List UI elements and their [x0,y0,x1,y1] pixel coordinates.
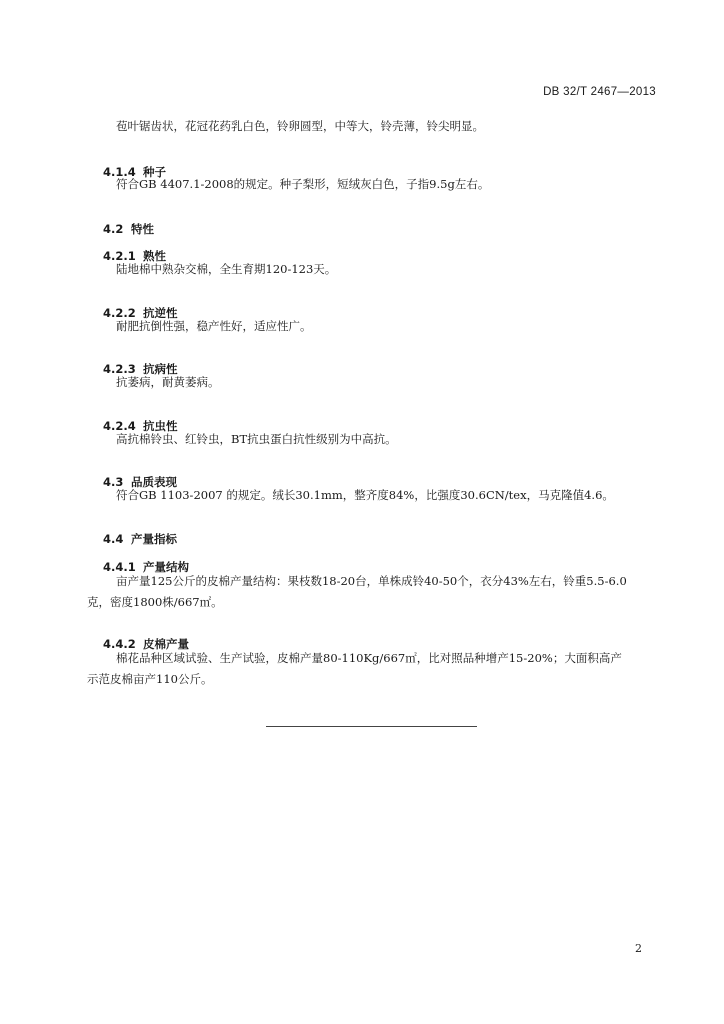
paragraph-flower-traits: 苞叶锯齿状，花冠花药乳白色，铃卵圆型，中等大，铃壳薄，铃尖明显。 [116,119,484,133]
paragraph-quality: 符合GB 1103-2007 的规定。绒长30.1mm，整齐度84%，比强度30.6CN/tex，马克隆值4.6。 [116,488,614,502]
section-title: 抗逆性 [143,306,178,320]
paragraph-stress-resistance: 耐肥抗倒性强，稳产性好，适应性广。 [116,319,312,333]
section-number: 4.2.4 [103,419,136,433]
paragraph-yield-structure-line-2: 克，密度1800株/667㎡。 [87,595,223,609]
section-title: 熟性 [143,249,167,263]
section-number: 4.4 [103,532,124,546]
paragraph-seed: 符合GB 4407.1-2008的规定。种子梨形，短绒灰白色，子指9.5g左右。 [116,177,490,191]
section-number: 4.3 [103,475,124,489]
section-title: 皮棉产量 [143,637,190,651]
section-title: 特性 [131,222,155,236]
paragraph-disease-resistance: 抗萎病，耐黄萎病。 [116,375,220,389]
section-number: 4.4.1 [103,560,136,574]
paragraph-yield-structure-line-1: 亩产量125公斤的皮棉产量结构：果枝数18-20台，单株成铃40-50个，衣分43%左右，铃重5.5-6.0 [116,574,627,588]
section-number: 4.2.3 [103,362,136,376]
paragraph-insect-resistance: 高抗棉铃虫、红铃虫，BT抗虫蛋白抗性级别为中高抗。 [116,432,397,446]
paragraph-lint-yield-line-1: 棉花品种区域试验、生产试验，皮棉产量80-110Kg/667㎡，比对照品种增产15-20%；大面积高产 [116,651,622,665]
section-title: 产量结构 [143,560,190,574]
section-number: 4.2.1 [103,249,136,263]
section-number: 4.2.2 [103,306,136,320]
document-code: DB 32/T 2467—2013 [543,86,656,98]
section-title: 抗病性 [143,362,178,376]
section-title: 种子 [143,165,167,179]
paragraph-maturity: 陆地棉中熟杂交棉，全生育期120-123天。 [116,262,337,276]
section-number: 4.4.2 [103,637,136,651]
end-of-document-rule [266,726,477,727]
page-number: 2 [635,942,642,955]
section-title: 抗虫性 [143,419,178,433]
section-number: 4.1.4 [103,165,136,179]
section-title: 产量指标 [131,532,178,546]
section-title: 品质表现 [131,475,178,489]
paragraph-lint-yield-line-2: 示范皮棉亩产110公斤。 [87,672,213,686]
section-number: 4.2 [103,222,124,236]
